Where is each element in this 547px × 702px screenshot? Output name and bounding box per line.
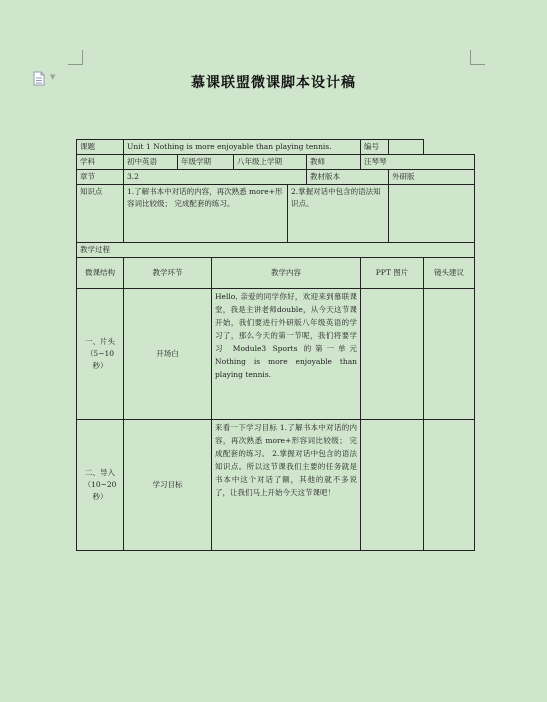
column-header-content: 教学内容 [212,258,361,289]
row-shot [424,420,475,551]
row-ppt [361,289,424,420]
edition-label: 教材版本 [307,170,389,185]
number-value [389,140,424,155]
table-gap [424,140,475,155]
knowledge-point-3 [389,185,475,243]
row-structure: 一、片头（5~10 秒） [77,289,124,420]
table-row [77,420,475,551]
row-ppt [361,420,424,551]
topic-value: Unit 1 Nothing is more enjoyable than playing tennis. [124,140,361,155]
chapter-value: 3.2 [124,170,307,185]
row-structure: 二、导入（10~20 秒） [77,420,124,551]
subject-label: 学科 [77,155,124,170]
process-label: 教学过程 [77,243,475,258]
table-row [77,289,475,420]
column-header-step: 教学环节 [124,258,212,289]
page-title: 慕课联盟微课脚本设计稿 [191,75,356,91]
column-header-shot: 镜头建议 [424,258,475,289]
row-content: Hello, 亲爱的同学你好，欢迎来到慕联课堂，我是主讲老师double，从今天这节课开始，我们要进行外研版八年级英语的学习了，那么今天的第一节呢，我们将要学习 Module3 Sports 的第一单元 Nothing is more enjoyable than playing tennis. [212,289,361,420]
lesson-plan-table [76,139,475,551]
knowledge-point-2: 2.掌握对话中包含的语法知识点。 [288,185,389,243]
column-header-ppt: PPT 图片 [361,258,424,289]
column-header-structure: 微课结构 [77,258,124,289]
number-label: 编号 [361,140,389,155]
row-content: 来看一下学习目标 1.了解书本中对话的内容，再次熟悉 more+形容词比较级； 完成配套的练习。 2.掌握对话中包含的语法知识点。所以这节课我们主要的任务就是书本中这个对话了额，其他的就不多说了，让我们马上开始今天这节课吧！ [212,420,361,551]
edition-value: 外研版 [389,170,475,185]
row-shot [424,289,475,420]
grade-label: 年级学期 [178,155,234,170]
chevron-down-icon[interactable]: ▼ [50,73,56,81]
subject-value: 初中英语 [124,155,178,170]
teacher-value: 汪琴琴 [361,155,475,170]
row-step: 开场白 [124,289,212,420]
row-step: 学习目标 [124,420,212,551]
knowledge-point-1: 1.了解书本中对话的内容，再次熟悉 more+形容词比较级； 完成配套的练习。 [124,185,288,243]
knowledge-point-label: 知识点 [77,185,124,243]
page-corner-mark-left [68,50,83,65]
page-corner-mark-right [470,50,485,65]
grade-value: 八年级上学期 [234,155,307,170]
chapter-label: 章节 [77,170,124,185]
teacher-label: 教师 [307,155,361,170]
topic-label: 课题 [77,140,124,155]
